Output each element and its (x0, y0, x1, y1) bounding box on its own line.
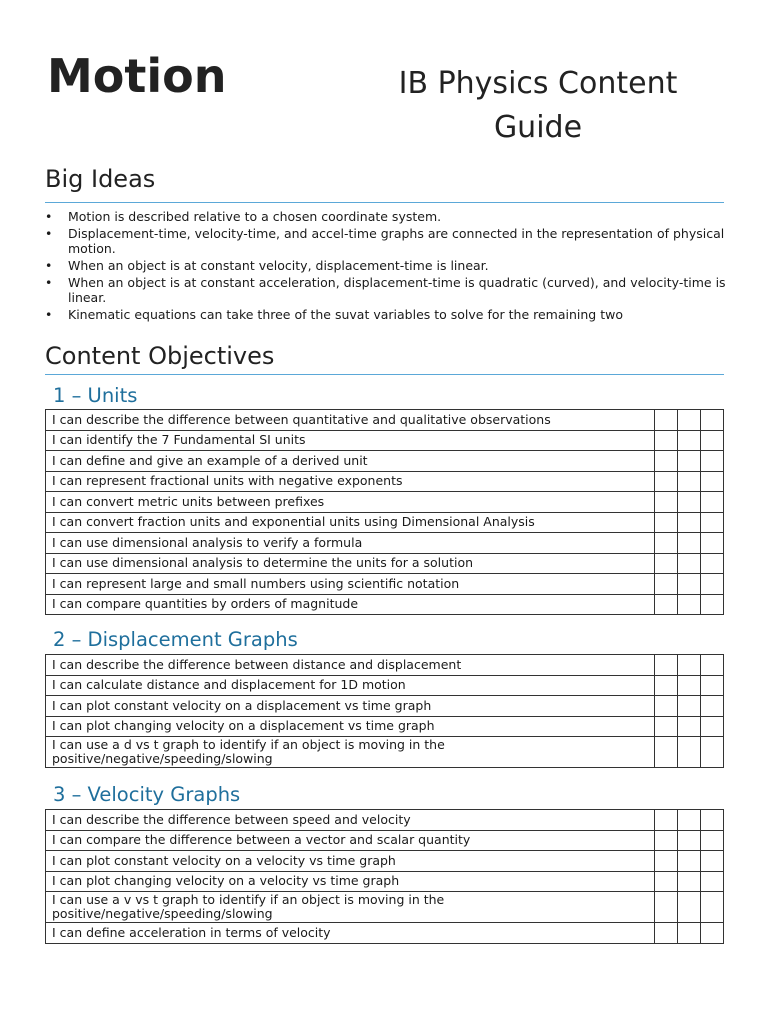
checkbox-cell[interactable] (678, 553, 701, 574)
checkbox-cell[interactable] (655, 810, 678, 831)
checkbox-cell[interactable] (701, 892, 724, 923)
checkbox-cell[interactable] (701, 410, 724, 431)
big-idea-item: • Displacement-time, velocity-time, and accel-time graphs are connected in the representation of physical motion. (45, 226, 735, 256)
objective-text: I can plot changing velocity on a velocity vs time graph (46, 871, 655, 892)
objective-text: I can use a d vs t graph to identify if an object is moving in the positive/negative/speeding/slowing (46, 737, 655, 768)
checkbox-cell[interactable] (701, 737, 724, 768)
checkbox-cell[interactable] (701, 553, 724, 574)
checkbox-cell[interactable] (655, 451, 678, 472)
checkbox-cell[interactable] (701, 451, 724, 472)
table-row (46, 737, 724, 768)
big-idea-item: • Kinematic equations can take three of the suvat variables to solve for the remaining two (45, 307, 735, 322)
checkbox-cell[interactable] (655, 410, 678, 431)
checkbox-cell[interactable] (655, 471, 678, 492)
objective-text: I can represent fractional units with negative exponents (46, 471, 655, 492)
objective-text: I can compare the difference between a vector and scalar quantity (46, 830, 655, 851)
checkbox-cell[interactable] (678, 655, 701, 676)
checkbox-cell[interactable] (678, 830, 701, 851)
objective-text: I can use dimensional analysis to verify a formula (46, 533, 655, 554)
big-idea-item: • When an object is at constant velocity, displacement-time is linear. (45, 258, 735, 273)
section-heading-units: 1 – Units (53, 384, 138, 407)
table-row (46, 512, 724, 533)
table-row (46, 533, 724, 554)
checkbox-cell[interactable] (701, 871, 724, 892)
checkbox-cell[interactable] (701, 675, 724, 696)
checkbox-cell[interactable] (678, 574, 701, 595)
checkbox-cell[interactable] (678, 533, 701, 554)
checkbox-cell[interactable] (701, 810, 724, 831)
table-row (46, 696, 724, 717)
objective-text: I can identify the 7 Fundamental SI units (46, 430, 655, 451)
objective-text: I can represent large and small numbers using scientific notation (46, 574, 655, 595)
table-row (46, 716, 724, 737)
velocity-objectives-table (45, 809, 724, 944)
checkbox-cell[interactable] (655, 923, 678, 944)
table-row (46, 830, 724, 851)
objective-text: I can use dimensional analysis to determine the units for a solution (46, 553, 655, 574)
checkbox-cell[interactable] (701, 574, 724, 595)
checkbox-cell[interactable] (701, 655, 724, 676)
table-row (46, 871, 724, 892)
checkbox-cell[interactable] (701, 923, 724, 944)
checkbox-cell[interactable] (678, 923, 701, 944)
checkbox-cell[interactable] (655, 512, 678, 533)
objective-text: I can plot constant velocity on a velocity vs time graph (46, 851, 655, 872)
checkbox-cell[interactable] (655, 553, 678, 574)
checkbox-cell[interactable] (701, 492, 724, 513)
table-row (46, 655, 724, 676)
checkbox-cell[interactable] (678, 696, 701, 717)
checkbox-cell[interactable] (678, 675, 701, 696)
checkbox-cell[interactable] (701, 851, 724, 872)
content-objectives-heading: Content Objectives (45, 342, 275, 370)
big-idea-item: • When an object is at constant acceleration, displacement-time is quadratic (curved), and velocity-time is linear. (45, 275, 735, 305)
checkbox-cell[interactable] (655, 737, 678, 768)
checkbox-cell[interactable] (655, 871, 678, 892)
checkbox-cell[interactable] (655, 716, 678, 737)
displacement-objectives-table (45, 654, 724, 768)
objective-text: I can describe the difference between speed and velocity (46, 810, 655, 831)
table-row (46, 923, 724, 944)
checkbox-cell[interactable] (655, 892, 678, 923)
table-row (46, 892, 724, 923)
checkbox-cell[interactable] (678, 871, 701, 892)
table-row (46, 410, 724, 431)
checkbox-cell[interactable] (655, 492, 678, 513)
objective-text: I can convert metric units between prefixes (46, 492, 655, 513)
table-row (46, 553, 724, 574)
big-ideas-divider (45, 202, 724, 203)
table-row (46, 574, 724, 595)
checkbox-cell[interactable] (678, 471, 701, 492)
objective-text: I can define and give an example of a derived unit (46, 451, 655, 472)
table-row (46, 851, 724, 872)
checkbox-cell[interactable] (678, 594, 701, 615)
units-objectives-table (45, 409, 724, 615)
big-ideas-list (45, 209, 735, 324)
checkbox-cell[interactable] (701, 696, 724, 717)
section-heading-displacement-graphs: 2 – Displacement Graphs (53, 628, 298, 651)
checkbox-cell[interactable] (678, 810, 701, 831)
checkbox-cell[interactable] (701, 716, 724, 737)
checkbox-cell[interactable] (655, 675, 678, 696)
checkbox-cell[interactable] (655, 533, 678, 554)
checkbox-cell[interactable] (678, 716, 701, 737)
table-row (46, 430, 724, 451)
objective-text: I can define acceleration in terms of velocity (46, 923, 655, 944)
checkbox-cell[interactable] (678, 512, 701, 533)
checkbox-cell[interactable] (678, 492, 701, 513)
checkbox-cell[interactable] (655, 696, 678, 717)
document-title: Motion (47, 49, 227, 103)
checkbox-cell[interactable] (655, 851, 678, 872)
checkbox-cell[interactable] (678, 892, 701, 923)
checkbox-cell[interactable] (678, 410, 701, 431)
checkbox-cell[interactable] (655, 430, 678, 451)
section-heading-velocity-graphs: 3 – Velocity Graphs (53, 783, 241, 806)
objective-text: I can plot constant velocity on a displacement vs time graph (46, 696, 655, 717)
table-row (46, 451, 724, 472)
content-objectives-divider (45, 374, 724, 375)
table-row (46, 594, 724, 615)
checkbox-cell[interactable] (678, 851, 701, 872)
checkbox-cell[interactable] (678, 737, 701, 768)
objective-text: I can plot changing velocity on a displacement vs time graph (46, 716, 655, 737)
table-row (46, 492, 724, 513)
objective-text: I can describe the difference between distance and displacement (46, 655, 655, 676)
checkbox-cell[interactable] (655, 594, 678, 615)
checkbox-cell[interactable] (701, 533, 724, 554)
objective-text: I can convert fraction units and exponential units using Dimensional Analysis (46, 512, 655, 533)
checkbox-cell[interactable] (701, 594, 724, 615)
checkbox-cell[interactable] (678, 430, 701, 451)
checkbox-cell[interactable] (655, 655, 678, 676)
document-subtitle: IB Physics Content Guide (398, 66, 678, 145)
checkbox-cell[interactable] (701, 471, 724, 492)
objective-text: I can calculate distance and displacement for 1D motion (46, 675, 655, 696)
table-row (46, 675, 724, 696)
big-idea-item: • Motion is described relative to a chosen coordinate system. (45, 209, 735, 224)
checkbox-cell[interactable] (701, 830, 724, 851)
objective-text: I can compare quantities by orders of magnitude (46, 594, 655, 615)
objective-text: I can use a v vs t graph to identify if an object is moving in the positive/negative/speeding/slowing (46, 892, 655, 923)
checkbox-cell[interactable] (701, 430, 724, 451)
table-row (46, 471, 724, 492)
big-ideas-heading: Big Ideas (45, 165, 156, 193)
checkbox-cell[interactable] (655, 830, 678, 851)
checkbox-cell[interactable] (655, 574, 678, 595)
checkbox-cell[interactable] (678, 451, 701, 472)
table-row (46, 810, 724, 831)
objective-text: I can describe the difference between quantitative and qualitative observations (46, 410, 655, 431)
checkbox-cell[interactable] (701, 512, 724, 533)
